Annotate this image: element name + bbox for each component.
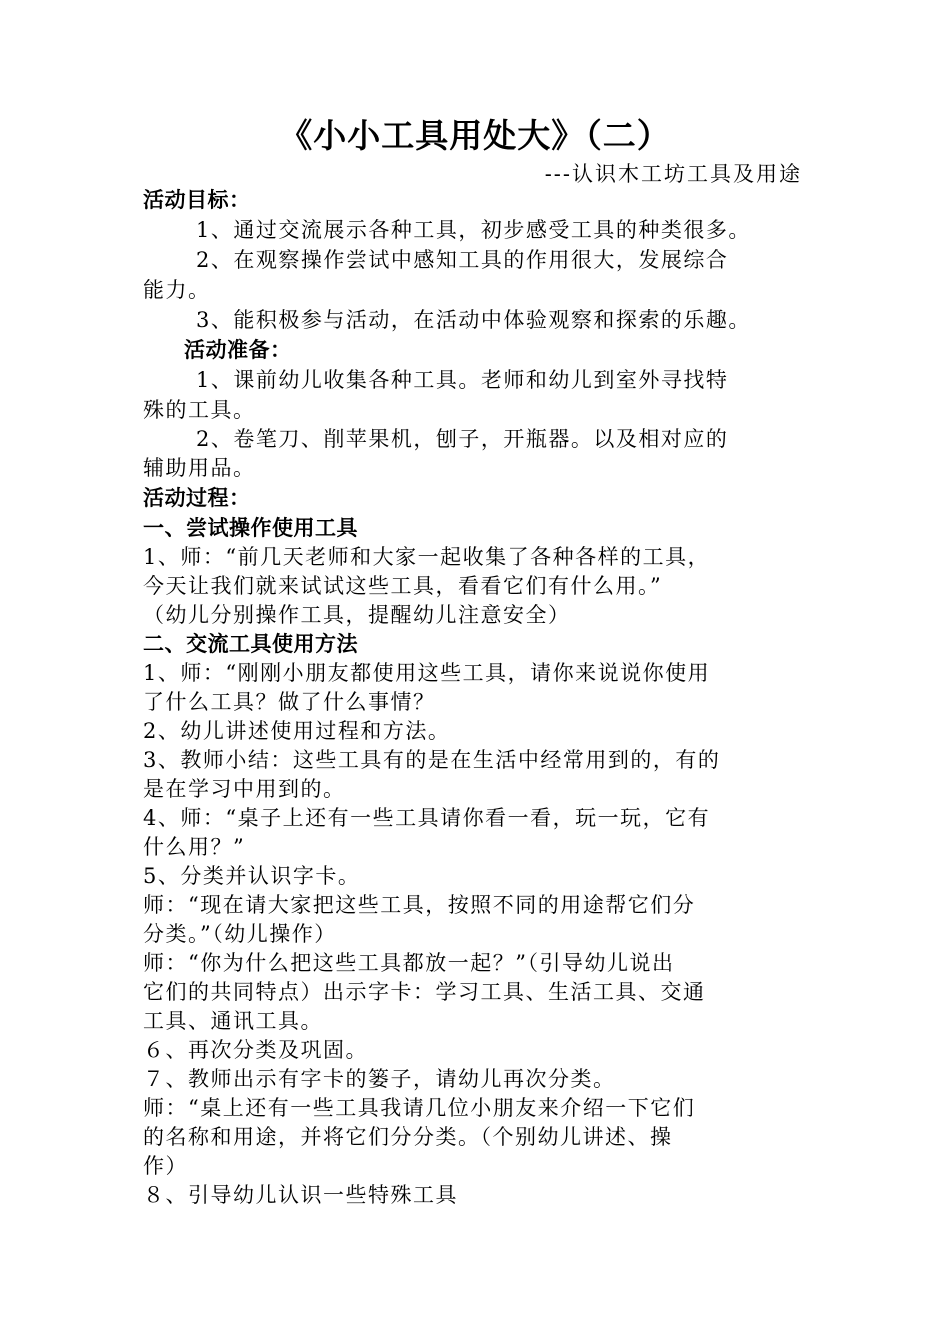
prep-item-1: 1、课前幼儿收集各种工具。老师和幼儿到室外寻找特 [196, 368, 729, 392]
goal-item-2: 2、在观察操作尝试中感知工具的作用很大，发展综合 [196, 248, 729, 272]
goal-item-1: 1、通过交流展示各种工具，初步感受工具的种类很多。 [196, 218, 751, 242]
process-part2-heading: 二、交流工具使用方法 [143, 632, 358, 656]
prep-item-2-cont: 辅助用品。 [143, 456, 256, 480]
section-heading-process: 活动过程： [143, 486, 251, 510]
document-title: 《小小工具用处大》（二） [279, 116, 671, 155]
process-line: 1、师：“前几天老师和大家一起收集了各种各样的工具， [143, 545, 711, 569]
process-line: ６、再次分类及巩固。 [143, 1038, 368, 1062]
section-heading-prep: 活动准备： [184, 338, 292, 362]
process-line: 是在学习中用到的。 [143, 777, 346, 801]
process-line: 3、教师小结：这些工具有的是在生活中经常用到的，有的 [143, 748, 721, 772]
document-subtitle: ---认识木工坊工具及用途 [544, 162, 802, 186]
process-line: 工具、通讯工具。 [143, 1009, 323, 1033]
process-line: 了什么工具？做了什么事情？ [143, 690, 436, 714]
process-part1-heading: 一、尝试操作使用工具 [143, 516, 358, 540]
prep-item-1-cont: 殊的工具。 [143, 398, 256, 422]
process-line: 作） [143, 1154, 188, 1178]
process-line: 什么用？” [143, 835, 246, 859]
section-heading-goals: 活动目标： [143, 188, 251, 212]
process-line: 1、师：“刚刚小朋友都使用这些工具，请你来说说你使用 [143, 661, 711, 685]
process-line: 5、分类并认识字卡。 [143, 864, 361, 888]
prep-item-2: 2、卷笔刀、削苹果机，刨子，开瓶器。以及相对应的 [196, 427, 729, 451]
process-line: 师：“你为什么把这些工具都放一起？”（引导幼儿说出 [143, 951, 675, 975]
process-line: 2、幼儿讲述使用过程和方法。 [143, 719, 451, 743]
process-line: 4、师：“桌子上还有一些工具请你看一看，玩一玩，它有 [143, 806, 711, 830]
process-line: ８、引导幼儿认识一些特殊工具 [143, 1183, 458, 1207]
process-line: ７、教师出示有字卡的篓子，请幼儿再次分类。 [143, 1067, 616, 1091]
process-line: （幼儿分别操作工具，提醒幼儿注意安全） [143, 603, 571, 627]
process-line: 今天让我们就来试试这些工具，看看它们有什么用。” [143, 574, 663, 598]
process-line: 师：“现在请大家把这些工具，按照不同的用途帮它们分 [143, 893, 696, 917]
process-line: 师：“桌上还有一些工具我请几位小朋友来介绍一下它们 [143, 1096, 696, 1120]
process-line: 分类。”（幼儿操作） [143, 922, 337, 946]
process-line: 它们的共同特点）出示字卡：学习工具、生活工具、交通 [143, 980, 706, 1004]
goal-item-3: 3、能积极参与活动，在活动中体验观察和探索的乐趣。 [196, 308, 751, 332]
goal-item-2-cont: 能力。 [143, 278, 211, 302]
process-line: 的名称和用途，并将它们分分类。（个别幼儿讲述、操 [143, 1125, 673, 1149]
